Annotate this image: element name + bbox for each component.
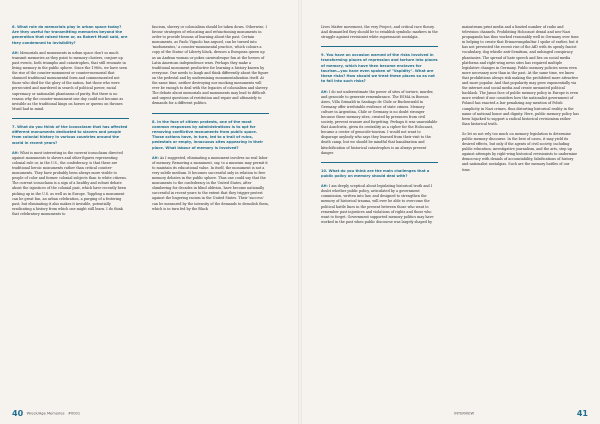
- answer-label: AH:: [152, 155, 159, 160]
- answer-label: AH:: [321, 89, 328, 94]
- right-column-2: [462, 25, 579, 398]
- answer-8-continued: Lives Matter movement, the very Project, and critical race theory. And dismantled they should be to establish symbolic markers in the struggle against revisionist white supremacist nostalgia.: [321, 25, 438, 40]
- answer-label: AH:: [321, 184, 328, 189]
- section-divider: [321, 162, 438, 163]
- left-column-1: [12, 25, 129, 398]
- answer-label: AH:: [12, 50, 19, 55]
- answer-9: [321, 90, 438, 156]
- right-column-1: [321, 25, 438, 398]
- left-column-2: [152, 25, 269, 398]
- answer-10-continued: mainstream print media and a limited number of radio and television channels. Prohibiting Holocaust denial and neo-Nazi propaganda has thus worked reasonably well in Germany over time in helping to create that Erinnerungskultur I spoke of earlier, but it has not prevented the recent rise of the AfD with its openly fascist vocabulary, dog whistle anti-Semitism, and unhinged conspiracy phantasies. The spread of hate speech and lies on social media platforms and right-wing news sites has required multiple legislative changes in Germany. Public memory policies seem even more necessary now than in the past. At the same time, we know that prohibitions always risk making the prohibited more attractive and more popular. And that popularity may grow exponentially via the internet and social media and create unwanted political backlash. The Janus face of public memory policy in Europe is even more evident if one considers how the nationalist government of Poland has enacted a law penalizing any mention of Polish complicity in Nazi crimes, thus distorting historical reality in the name of national honor and dignity. Here, public memory policy has been hijacked to support a radical historical revisionism rather than historical truth.: [462, 25, 579, 126]
- answer-7-text: What is most interesting in the current iconoclasm directed against monuments to slavers and other figures representing colonial rule or, in the U.S., the confederacy, is that these are traditional heroic monuments rather than critical counter-monuments. They have probably been always more visible to people of color and former colonial subjects than to white citizens. The current iconoclasm is a sign of a healthy and robust debate about the injustices of the colonial past, which have recently been picking up in the U.S. as well as in Europe. Toppling a monument can be great fun, an urban celebration, a purging of a festering past, but eliminating it also makes it invisible, potentially eradicating a history from which one might still learn. I do think that celebratory monuments to: [12, 150, 127, 216]
- answer-7: [12, 151, 129, 217]
- answer-6-text: Memorials and monuments in urban space don't so much transmit memories as they point to memory clusters, conjure up past events, both triumphs and catastrophes, that still resonate in living memory in the public sphere. Since the 1980s, we have seen the rise of the counter-monument or counter-memorial that shunned traditional monumental form and commemorated not those who died for the glory of the nation, but those who were persecuted and murdered in search of political power, racial supremacy or nationalist phantasms of purity. But there is no reason why the counter-monument one day could not become as invisible as the traditional kings on horses or queens on thrones Musil had in mind.: [12, 50, 128, 111]
- right-page: [300, 0, 600, 424]
- section-divider: [152, 113, 269, 114]
- answer-8-text: As I suggested, eliminating a monument involves no real labor of memory. Removing a monument, say, to a museum may permit it to maintain its educational value. In itself, the monument is not a very subtle medium. It becomes successful only in relation to free memory debates in the public sphere. Thus one could say that the monuments to the confederacy in the United States, after slumbering for decades in blind oblivion, have become nationally successful in recent years to the extent that they trigger protest against the lingering racism in the United States. Their 'success' can be measured by the intensity of the demands to demolish them, which is in turn fed by the Black: [152, 155, 269, 211]
- answer-8: [152, 156, 269, 212]
- answer-9-text: I do not underestimate the power of sites of torture, murder, and genocide to generate remembrance. The ESMA in Buenos Aires, Villa Grimaldi in Santiago de Chile or Buchenwald in Germany offer irrefutable evidence of state crimes. Memory culture in Argentina, Chile or Germany is no doubt stronger because these memory sites, created by pressures from civil society, prevent erasure and forgetting. Perhaps it was unavoidable that Auschwitz, given its centrality as a cipher for the Holocaust, became a center of genocide-tourism. I would not want to disparage anybody who says they learned from their visit to the death camp, but we should be mindful that banalization and kitschification of historical catastrophes is an always present danger.: [321, 89, 438, 155]
- page-number-right: 41: [576, 409, 588, 418]
- page-number-left: 40: [12, 409, 24, 418]
- answer-10-continued-2: So let us not rely too much on memory legislation to determine public memory discourse. In the best of cases, it may yield its desired effects, but only if the agents of civil society, including public education, investigative journalism, and the arts, step up against attempts by right-wing historical revisionists to undermine democracy with denials of accountability, falsifications of history and nationalist nostalgias. Such are the memory battles of our time.: [462, 131, 578, 172]
- question-8: 8. In the face of citizen protests, one of the most common responses by administrations is to opt for removing conflictive monuments from public space. Those actions have, in turn, led to a trail of ruins, pedestals or empty, innocuous sites appearing in their place. What labour of memory is involved?: [152, 119, 263, 150]
- answer-10-text: I am deeply sceptical about legislating historical truth and I doubt whether public policy, articulated by a government commission, written into law, and designed to strengthen the memory of historical trauma, will ever be able to overcome the political battle lines in the present between those who want to remember past injustices and violations of rights and those who want to forget. Government supported memory politics may have worked in the past when public discourse was largely shaped by: [321, 184, 434, 224]
- section-divider: [12, 118, 129, 119]
- answer-10: [321, 184, 438, 225]
- question-9: 9. You have on occasion warned of the risks involved in transforming places of repression and torture into places of memory, which have then become enclaves for tourism—you have even spoken of "Vapidity". What are these risks? How should we treat these places so as not to fall into such risks?: [321, 53, 438, 84]
- question-6: 6. What role do memorials play in urban space today? Are they useful for transmitting memories beyond the generation that raised them or, as Robert Musil said, are they condemned to invisibility?: [12, 25, 128, 45]
- answer-7-continued: fascism, slavery or colonialism should be taken down. Otherwise, I favour strategies of relocating and refunctioning monuments in order to provide lessons of learning about the past. Certain monuments, as Paolo Vignolo has argued, can be turned into 'modumentos,' a counter-monumental practice, which colours a copy of the Statue of Liberty black, dresses a European queen up as an Andean woman or pokes carnivalesque fun at the heroes of Latin American independence wars. Perhaps they make a traditional monument productive for learning a history known by everyone. One needs to laugh and think differently about the figure on the pedestal and by undermining monumentalization itself. At the same time, neither destroying nor mocking monuments will ever be enough to deal with the legacies of colonialism and slavery. The debate about memorials and monuments may lead to difficult and urgent questions of restitution and repair and ultimately to demands for a different politics.: [152, 25, 269, 106]
- issue-number: #0001: [67, 411, 81, 416]
- answer-label: AH:: [12, 150, 19, 155]
- section-divider: [321, 46, 438, 47]
- section-label: INTERVIEW: [454, 411, 475, 416]
- answer-6: [12, 51, 129, 112]
- left-folio: [12, 409, 80, 418]
- question-7: 7. What do you think of the iconoclasm that has affected different monuments dedicated to slavers and people from colonial history in various countries around the world in recent years?: [12, 124, 128, 145]
- right-folio: [454, 409, 588, 418]
- question-10: 10. What do you think are the main challenges that a public policy on memory should deal with?: [321, 168, 430, 178]
- publication-name: Wreck/Age Memories: [26, 411, 65, 416]
